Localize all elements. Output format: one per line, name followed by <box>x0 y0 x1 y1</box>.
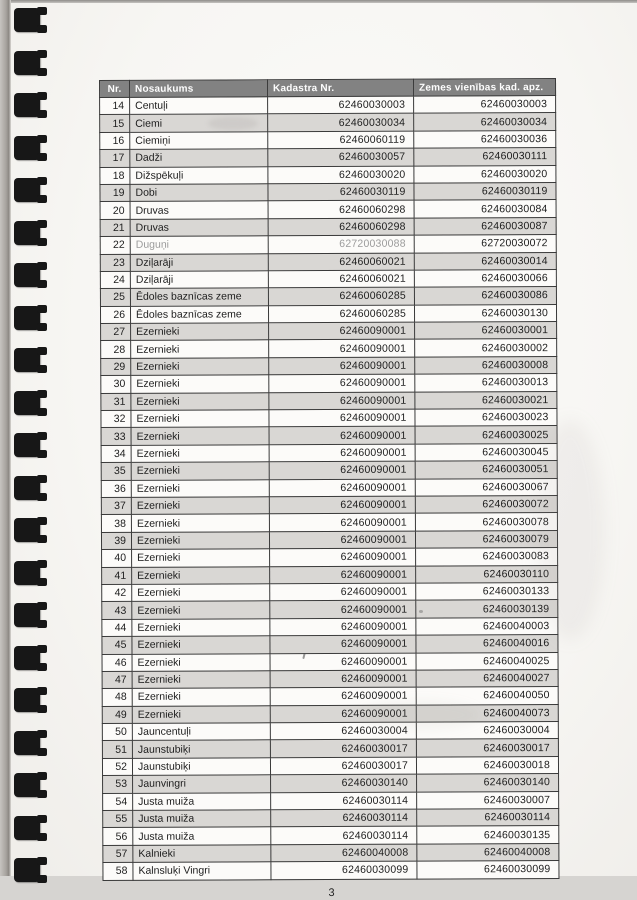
table-row <box>100 217 556 236</box>
cell-nr: 24 <box>100 271 130 289</box>
cell-name: Ezernieki <box>131 427 269 445</box>
cell-name: Ēdoles baznīcas zeme <box>130 288 268 306</box>
cell-name: Ezernieki <box>132 566 270 584</box>
cell-name: Kalnsluķi Vingri <box>133 862 271 880</box>
cell-name: Ezernieki <box>131 532 269 550</box>
cell-kad: 62460090001 <box>269 340 415 358</box>
cell-nr: 35 <box>101 463 131 481</box>
cell-zem: 62460040027 <box>416 669 558 687</box>
cell-name: Ezernieki <box>132 688 270 706</box>
table-row <box>102 582 558 601</box>
cell-name: Justa muiža <box>133 827 271 845</box>
cell-nr: 21 <box>100 219 130 237</box>
cell-zem: 62460030086 <box>414 287 556 305</box>
table-row <box>102 617 558 636</box>
cell-nr: 48 <box>102 689 132 707</box>
cell-nr: 36 <box>101 480 131 498</box>
cell-nr: 18 <box>100 167 130 185</box>
cell-name: Ezernieki <box>132 549 270 567</box>
cell-kad: 62460090001 <box>270 653 416 671</box>
cell-kad: 62460090001 <box>270 583 416 601</box>
cell-kad: 62460090001 <box>269 409 415 427</box>
cell-nr: 52 <box>102 758 132 776</box>
table-row <box>102 739 558 758</box>
comb-ring-icon <box>14 391 40 415</box>
cell-name: Ezernieki <box>131 497 269 515</box>
cell-zem: 62460040016 <box>416 635 558 653</box>
cell-zem: 62460030139 <box>416 600 558 618</box>
cell-nr: 49 <box>102 706 132 724</box>
cell-zem: 62460030008 <box>415 356 557 374</box>
cell-name: Jaunvingri <box>133 775 271 793</box>
cell-kad: 62460090001 <box>269 322 415 340</box>
table-row <box>103 809 559 828</box>
cell-zem: 62460030001 <box>415 322 557 340</box>
cell-zem: 62460030114 <box>417 809 559 827</box>
cell-zem: 62460030135 <box>417 826 559 844</box>
cell-name: Ezernieki <box>131 514 269 532</box>
table-row <box>100 96 556 115</box>
table-row <box>100 182 556 201</box>
cell-kad: 62460090001 <box>269 374 415 392</box>
cell-nr: 44 <box>102 619 132 637</box>
table-row <box>102 704 558 723</box>
cell-kad: 62460090001 <box>270 600 416 618</box>
cell-name: Ezernieki <box>131 410 269 428</box>
cell-name: Justa muiža <box>133 792 271 810</box>
comb-ring-icon <box>14 348 40 372</box>
cell-nr: 57 <box>103 845 133 863</box>
cell-name: Jaunstubiķi <box>132 740 270 758</box>
cell-kad: 62460030003 <box>268 96 414 114</box>
table-row <box>103 791 559 810</box>
cell-kad: 62460090001 <box>270 566 416 584</box>
cell-zem: 62460030034 <box>414 113 556 131</box>
cell-nr: 15 <box>100 115 130 133</box>
table-row <box>100 130 556 149</box>
comb-ring-icon <box>14 731 40 755</box>
cell-name: Duguņi <box>130 236 268 254</box>
cell-zem: 62460030018 <box>416 756 558 774</box>
cell-kad: 62720030088 <box>268 235 414 253</box>
cell-zem: 62460030072 <box>415 495 557 513</box>
cell-zem: 62460040025 <box>416 652 558 670</box>
table-row <box>100 287 556 306</box>
cell-name: Ciemiņi <box>130 132 268 150</box>
cell-kad: 62460090001 <box>269 392 415 410</box>
comb-ring-icon <box>14 773 40 797</box>
cell-kad: 62460090001 <box>270 705 416 723</box>
comb-ring-icon <box>14 306 40 330</box>
cell-kad: 62460090001 <box>269 427 415 445</box>
cell-zem: 62460030140 <box>417 774 559 792</box>
cell-zem: 62460030067 <box>415 478 557 496</box>
cell-kad: 62460090001 <box>270 548 416 566</box>
table-row <box>101 461 557 480</box>
cell-kad: 62460030114 <box>271 809 417 827</box>
page-content <box>99 78 561 900</box>
cell-kad: 62460090001 <box>269 357 415 375</box>
cell-nr: 40 <box>102 550 132 568</box>
comb-ring-icon <box>14 858 40 882</box>
column-header-nr: Nr. <box>100 80 130 97</box>
cell-kad: 62460090001 <box>269 479 415 497</box>
cell-nr: 14 <box>100 97 130 115</box>
cell-name: Dobi <box>130 184 268 202</box>
table-row <box>101 339 557 358</box>
column-header-kadastra: Kadastra Nr. <box>268 79 414 97</box>
cell-kad: 62460060285 <box>268 287 414 305</box>
table-row <box>101 374 557 393</box>
cell-zem: 62460030014 <box>414 252 556 270</box>
page-number: 3 <box>328 886 335 899</box>
cell-nr: 58 <box>103 863 133 881</box>
cell-kad: 62460060119 <box>268 131 414 149</box>
cell-name: Dziļarāji <box>130 271 268 289</box>
cell-nr: 16 <box>100 132 130 150</box>
cell-zem: 62720030072 <box>414 235 556 253</box>
comb-ring-icon <box>14 518 40 542</box>
cell-kad: 62460060298 <box>268 200 414 218</box>
table-row <box>101 356 557 375</box>
cell-zem: 62460030079 <box>415 530 557 548</box>
cell-nr: 28 <box>101 341 131 359</box>
cell-zem: 62460030017 <box>416 739 558 757</box>
table-row <box>102 652 558 671</box>
cell-name: Ezernieki <box>132 601 270 619</box>
cell-zem: 62460030111 <box>414 148 556 166</box>
cell-kad: 62460090001 <box>269 496 415 514</box>
table-header-row <box>100 79 556 98</box>
table-row <box>100 113 556 132</box>
cell-kad: 62460030034 <box>268 114 414 132</box>
cell-kad: 62460060021 <box>268 253 414 271</box>
column-header-nosaukums: Nosaukums <box>130 80 268 98</box>
comb-ring-icon <box>14 8 40 32</box>
cell-zem: 62460030119 <box>414 182 556 200</box>
table-body <box>100 96 559 881</box>
table-row <box>100 148 556 167</box>
comb-ring-icon <box>14 561 40 585</box>
cell-zem: 62460030045 <box>415 443 557 461</box>
cell-nr: 43 <box>102 602 132 620</box>
cell-name: Ezernieki <box>131 462 269 480</box>
table-row <box>100 200 556 219</box>
cell-nr: 30 <box>101 376 131 394</box>
cell-zem: 62460030036 <box>414 130 556 148</box>
cell-name: Justa muiža <box>133 810 271 828</box>
cell-nr: 34 <box>101 445 131 463</box>
table-row <box>103 843 559 862</box>
table-row <box>101 443 557 462</box>
cell-zem: 62460040003 <box>416 617 558 635</box>
comb-ring-icon <box>14 433 40 457</box>
column-header-zemes: Zemes vienības kad. apz. <box>413 79 555 97</box>
cell-name: Ezernieki <box>132 705 270 723</box>
cell-kad: 62460030004 <box>270 722 416 740</box>
cell-name: Druvas <box>130 218 268 236</box>
table-row <box>102 669 558 688</box>
cell-name: Ezernieki <box>132 584 270 602</box>
table-row <box>100 165 556 184</box>
cell-name: Ezernieki <box>131 340 269 358</box>
cell-kad: 62460030017 <box>270 740 416 758</box>
cell-zem: 62460030003 <box>414 96 556 114</box>
table-row <box>101 495 557 514</box>
land-register-table <box>99 78 559 881</box>
comb-ring-icon <box>14 603 40 627</box>
table-row <box>102 600 558 619</box>
table-row <box>101 530 557 549</box>
cell-name: Ezernieki <box>131 375 269 393</box>
cell-zem: 62460040050 <box>416 687 558 705</box>
table-row <box>101 322 557 341</box>
cell-kad: 62460090001 <box>269 531 415 549</box>
cell-kad: 62460030114 <box>271 827 417 845</box>
comb-ring-icon <box>14 93 40 117</box>
cell-kad: 62460090001 <box>269 444 415 462</box>
cell-zem: 62460030020 <box>414 165 556 183</box>
table-row <box>102 687 558 706</box>
comb-ring-icon <box>14 646 40 670</box>
cell-zem: 62460030002 <box>415 339 557 357</box>
cell-zem: 62460030066 <box>414 269 556 287</box>
cell-zem: 62460030110 <box>416 565 558 583</box>
table-row <box>101 391 557 410</box>
cell-kad: 62460090001 <box>270 618 416 636</box>
comb-ring-icon <box>14 476 40 500</box>
cell-zem: 62460040008 <box>417 843 559 861</box>
table-row <box>102 565 558 584</box>
cell-nr: 33 <box>101 428 131 446</box>
cell-name: Dižspēkuļi <box>130 166 268 184</box>
cell-nr: 25 <box>100 289 130 307</box>
cell-nr: 22 <box>100 236 130 254</box>
cell-name: Ezernieki <box>131 323 269 341</box>
table-row <box>100 252 556 271</box>
cell-nr: 32 <box>101 410 131 428</box>
table-row <box>100 304 556 323</box>
cell-zem: 62460030083 <box>416 548 558 566</box>
cell-zem: 62460030084 <box>414 200 556 218</box>
cell-name: Ezernieki <box>132 618 270 636</box>
cell-name: Ezernieki <box>132 653 270 671</box>
table-row <box>101 513 557 532</box>
cell-kad: 62460090001 <box>269 513 415 531</box>
cell-name: Jaunstubiķi <box>132 758 270 776</box>
cell-kad: 62460030057 <box>268 148 414 166</box>
cell-zem: 62460030087 <box>414 217 556 235</box>
comb-ring-icon <box>14 221 40 245</box>
cell-kad: 62460090001 <box>270 635 416 653</box>
table-row <box>103 861 559 880</box>
cell-kad: 62460030114 <box>271 792 417 810</box>
cell-kad: 62460030020 <box>268 166 414 184</box>
comb-ring-icon <box>14 51 40 75</box>
cell-zem: 62460030021 <box>415 391 557 409</box>
table-row <box>102 722 558 741</box>
table-row <box>101 478 557 497</box>
table-row <box>102 548 558 567</box>
scan-top-edge <box>0 0 637 3</box>
cell-zem: 62460030004 <box>416 722 558 740</box>
cell-kad: 62460030099 <box>271 861 417 879</box>
cell-nr: 42 <box>102 584 132 602</box>
cell-nr: 41 <box>102 567 132 585</box>
cell-kad: 62460030119 <box>268 183 414 201</box>
comb-ring-icon <box>14 178 40 202</box>
table-row <box>101 426 557 445</box>
cell-name: Jauncentuļi <box>132 723 270 741</box>
cell-zem: 62460040073 <box>416 704 558 722</box>
cell-zem: 62460030099 <box>417 861 559 879</box>
cell-zem: 62460030051 <box>415 461 557 479</box>
cell-kad: 62460030017 <box>270 757 416 775</box>
table-row <box>103 826 559 845</box>
table-row <box>101 409 557 428</box>
cell-nr: 45 <box>102 636 132 654</box>
cell-nr: 50 <box>102 723 132 741</box>
cell-nr: 46 <box>102 654 132 672</box>
cell-name: Ciemi <box>130 114 268 132</box>
cell-nr: 26 <box>100 306 130 324</box>
cell-zem: 62460030007 <box>417 791 559 809</box>
cell-kad: 62460030140 <box>271 774 417 792</box>
comb-ring-icon <box>14 816 40 840</box>
cell-nr: 53 <box>103 776 133 794</box>
cell-nr: 54 <box>103 793 133 811</box>
cell-nr: 47 <box>102 671 132 689</box>
cell-zem: 62460030025 <box>415 426 557 444</box>
comb-ring-icon <box>14 136 40 160</box>
cell-kad: 62460060285 <box>268 305 414 323</box>
cell-nr: 29 <box>101 358 131 376</box>
cell-name: Centuļi <box>130 97 268 115</box>
cell-kad: 62460040008 <box>271 844 417 862</box>
table-row <box>100 269 556 288</box>
table-row <box>100 235 556 254</box>
cell-zem: 62460030133 <box>416 582 558 600</box>
cell-nr: 23 <box>100 254 130 272</box>
comb-binding <box>0 0 60 876</box>
cell-name: Ezernieki <box>131 358 269 376</box>
cell-nr: 55 <box>103 810 133 828</box>
cell-nr: 51 <box>102 741 132 759</box>
cell-kad: 62460090001 <box>269 461 415 479</box>
comb-ring-icon <box>14 263 40 287</box>
cell-nr: 20 <box>100 202 130 220</box>
cell-name: Ezernieki <box>131 479 269 497</box>
cell-zem: 62460030130 <box>414 304 556 322</box>
cell-name: Ezernieki <box>131 392 269 410</box>
cell-nr: 19 <box>100 184 130 202</box>
cell-zem: 62460030013 <box>415 374 557 392</box>
table-row <box>102 635 558 654</box>
cell-nr: 56 <box>103 828 133 846</box>
cell-name: Kalnieki <box>133 845 271 863</box>
cell-name: Druvas <box>130 201 268 219</box>
cell-nr: 38 <box>101 515 131 533</box>
table-row <box>103 774 559 793</box>
cell-nr: 17 <box>100 150 130 168</box>
comb-ring-icon <box>14 688 40 712</box>
cell-name: Ezernieki <box>132 671 270 689</box>
cell-kad: 62460060298 <box>268 218 414 236</box>
cell-kad: 62460060021 <box>268 270 414 288</box>
cell-nr: 27 <box>101 323 131 341</box>
cell-name: Ēdoles baznīcas zeme <box>130 305 268 323</box>
cell-name: Ezernieki <box>132 636 270 654</box>
cell-name: Dadži <box>130 149 268 167</box>
cell-nr: 37 <box>101 497 131 515</box>
cell-nr: 39 <box>101 532 131 550</box>
cell-zem: 62460030023 <box>415 409 557 427</box>
cell-name: Ezernieki <box>131 445 269 463</box>
cell-kad: 62460090001 <box>270 670 416 688</box>
table-row <box>102 756 558 775</box>
cell-kad: 62460090001 <box>270 687 416 705</box>
cell-nr: 31 <box>101 393 131 411</box>
cell-zem: 62460030078 <box>415 513 557 531</box>
cell-name: Dziļarāji <box>130 253 268 271</box>
